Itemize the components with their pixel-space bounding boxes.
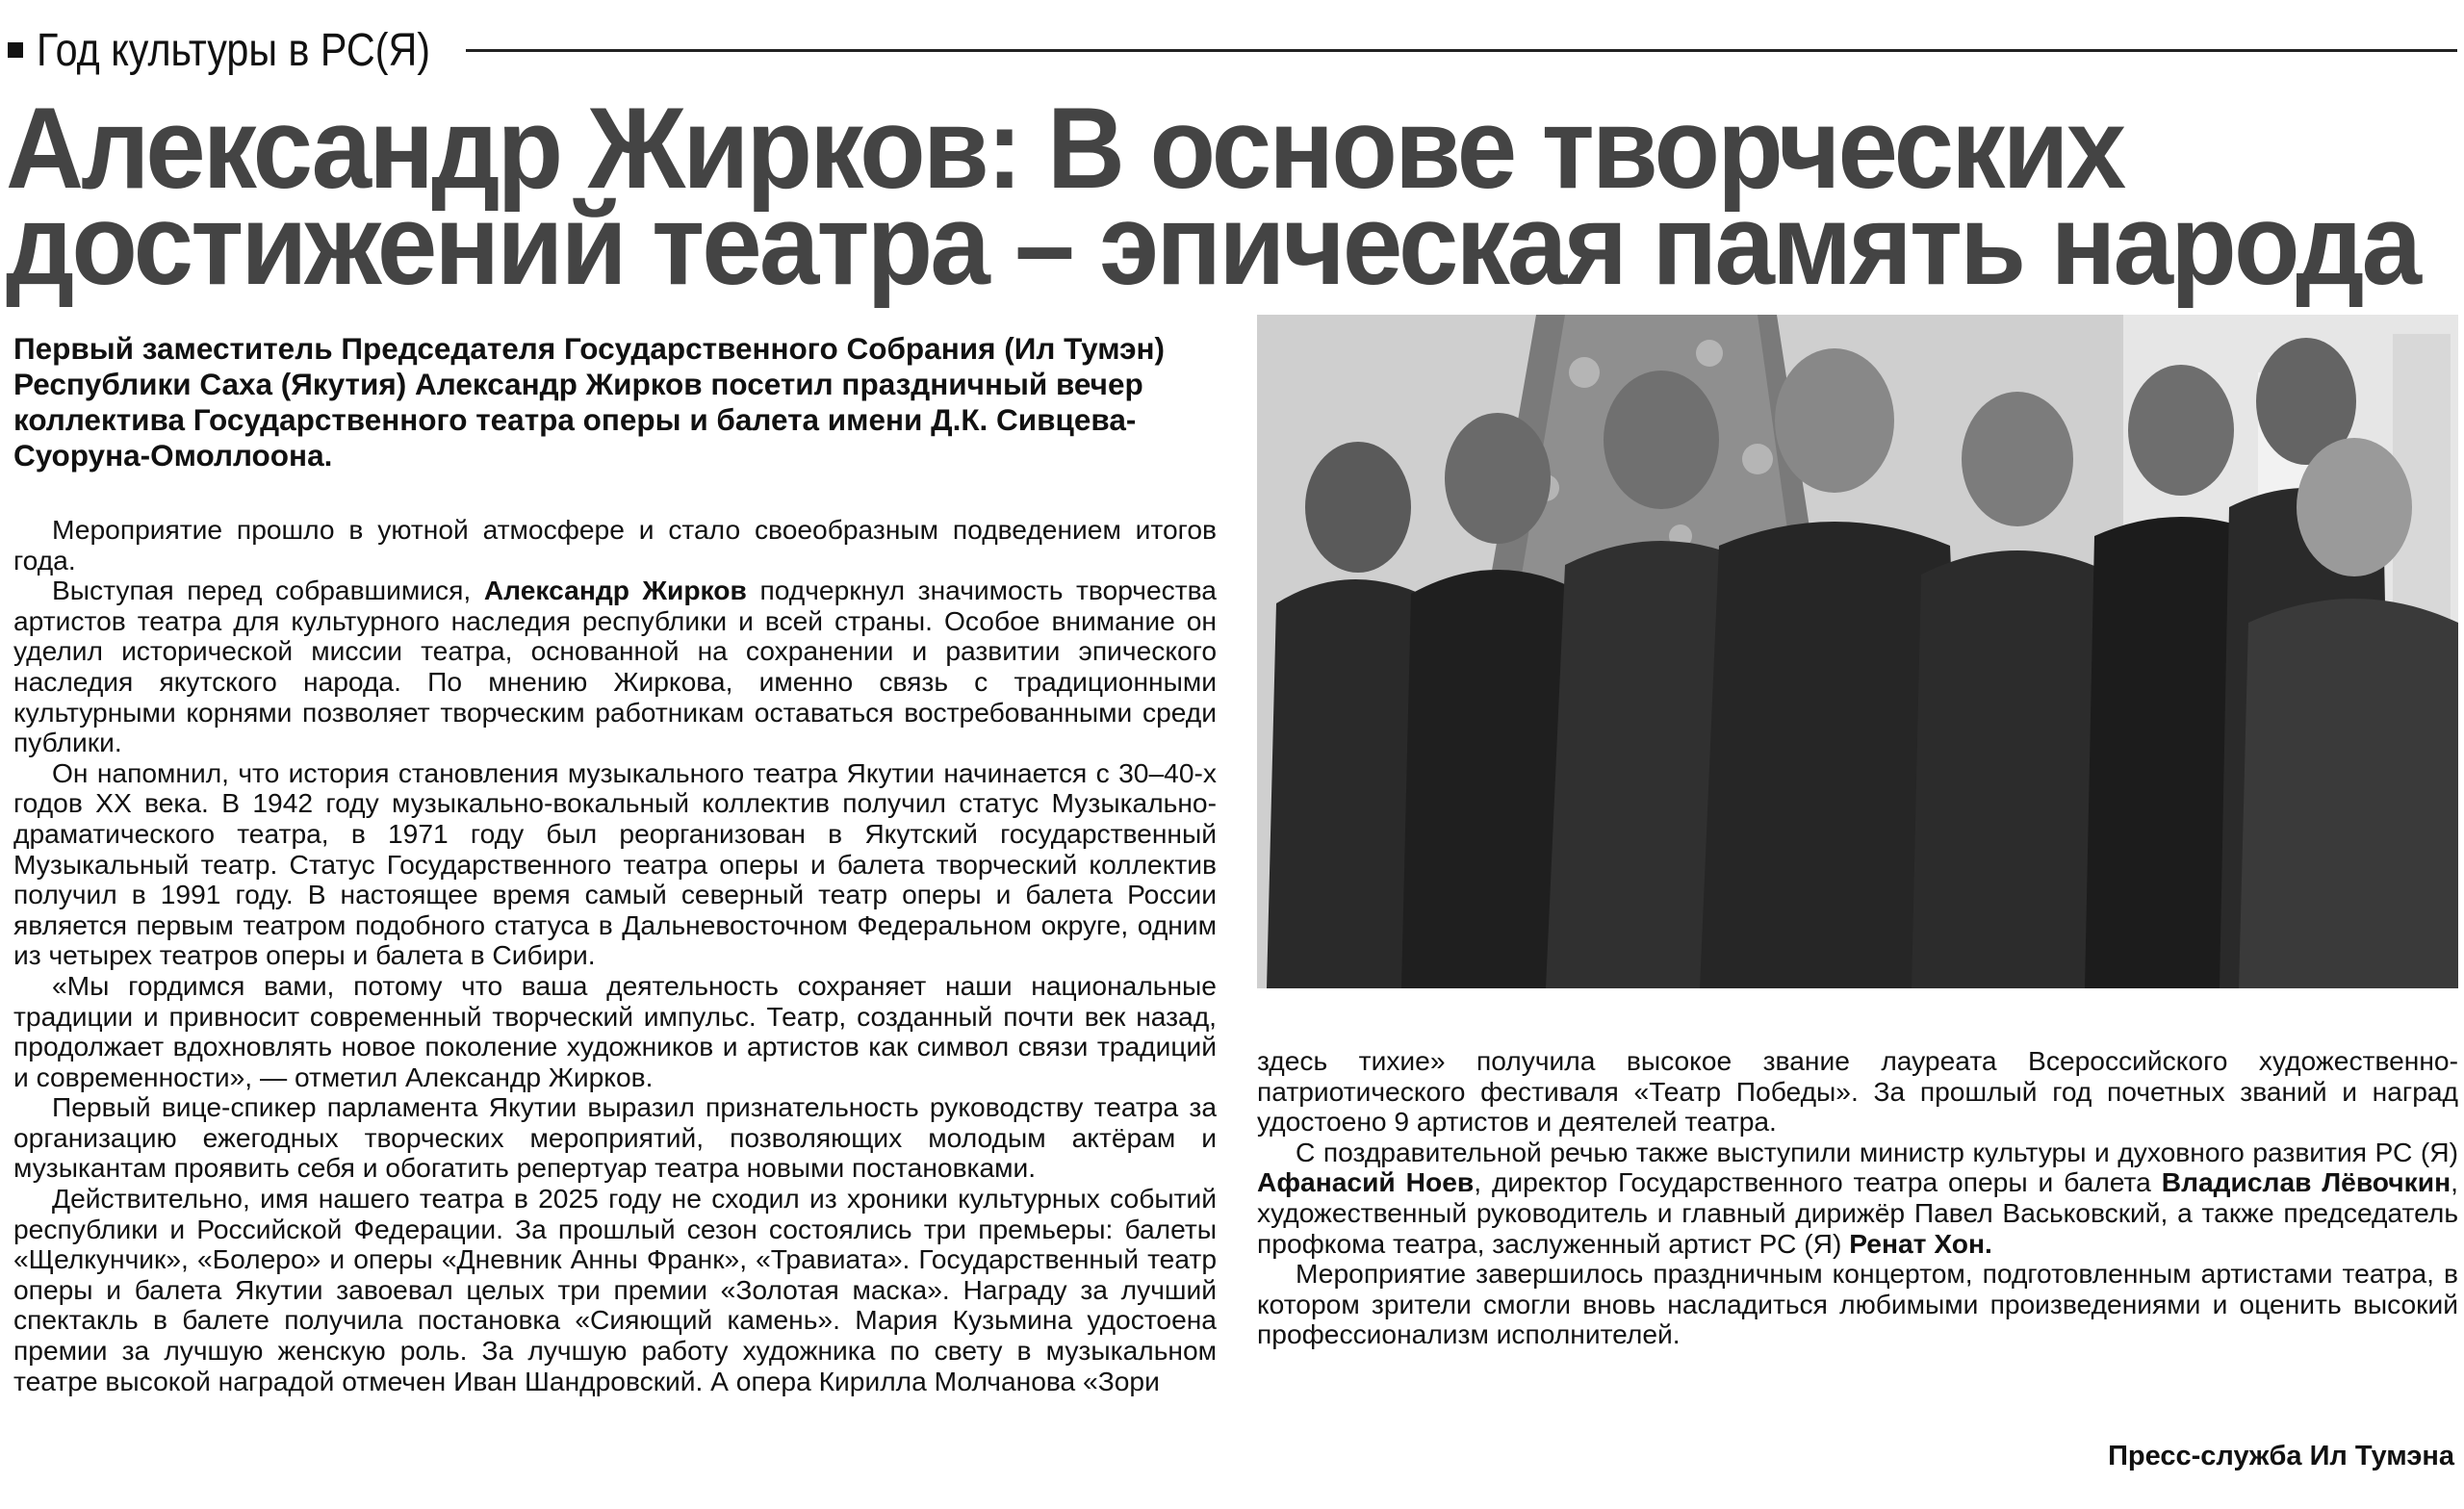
headline-line-2: достижений театра – эпическая память народа bbox=[6, 180, 2420, 309]
headline bbox=[6, 84, 2451, 309]
article-column-right bbox=[1257, 1046, 2458, 1412]
paragraph-8: Мероприятие завершилось праздничным концертом, подготовленным артистами театра, в котором зрители смогли вновь насладиться любимыми произведениями и оценить высокий профессионализм исполнителей. bbox=[1257, 1258, 2458, 1350]
name-khon: Ренат Хон. bbox=[1849, 1227, 1992, 1259]
paragraph-3: Он напомнил, что история становления музыкального театра Якутии начинается с 30–40-х годов XX века. В 1942 году музыкально-вокальный коллектив получил статус Музыкально-драматического театра, в 1971 году был реорганизован в Якутский государственный Музыкальный театр. Статус Государственного театра оперы и балета творческий коллектив получил в 1991 году. В настоящее время самый северный театр оперы и балета России является первым театром подобного статуса в Дальневосточном Федеральном округе, одним из четырех театров оперы и балета в Сибири. bbox=[13, 756, 1217, 971]
name-zhirkov: Александр Жирков bbox=[483, 575, 747, 606]
rubric-text: Год культуры в РС(Я) bbox=[37, 24, 431, 76]
paragraph-6-continued: здесь тихие» получила высокое звание лауреата Всероссийского художественно-патриотического фестиваля «Театр Победы». За прошлый год почетных званий и наград удостоено 9 артистов и деятелей театра. bbox=[1257, 1046, 2458, 1138]
paragraph-2: Выступая перед собравшимися, Александр Жирков подчеркнул значимость творчества артистов театра для культурного наследия республики и всей страны. Особое внимание он уделил исторической миссии театра, основанной на сохранении и развитии эпического наследия якутского народа. По мнению Жиркова, именно связь с традиционными культурными корнями позволяет творческим работникам оставаться востребованными среди публики. bbox=[13, 575, 1217, 758]
paragraph-1: Мероприятие прошло в уютной атмосфере и стало своеобразным подведением итогов года. bbox=[13, 515, 1217, 575]
press-credit: Пресс-служба Ил Тумэна bbox=[2108, 1441, 2454, 1471]
paragraph-5: Первый вице-спикер парламента Якутии выразил признательность руководству театра за организацию ежегодных творческих мероприятий, позволяющих молодым актёрам и музыкантам проявить себя и обогатить репертуар театра новыми постановками. bbox=[13, 1091, 1217, 1184]
paragraph-4: «Мы гордимся вами, потому что ваша деятельность сохраняет наши национальные традиции и привносит современный творческий импульс. Театр, созданный почти век назад, продолжает вдохновлять новое поколение художников и артистов как символ связи традиций и современности», — отметил Александр Жирков. bbox=[13, 969, 1217, 1092]
name-levochkin: Владислав Лёвочкин bbox=[2161, 1166, 2451, 1198]
section-rubric bbox=[8, 19, 2457, 81]
name-noev: Афанасий Ноев bbox=[1257, 1166, 1475, 1198]
article-column-left bbox=[13, 515, 1217, 1496]
headline-line-1: Александр Жирков: В основе творческих bbox=[6, 84, 2124, 213]
rubric-square-icon bbox=[8, 42, 23, 58]
rubric-rule bbox=[466, 49, 2457, 52]
paragraph-6: Действительно, имя нашего театра в 2025 году не сходил из хроники культурных событий республики и Российской Федерации. За прошлый сезон состоялись три премьеры: балеты «Щелкунчик», «Болеро» и оперы «Дневник Анны Франк», «Травиата». Государственный театр оперы и балета Якутии завоевал целых три премии «Золотая маска». Награду за лучший спектакль в балете получила постановка «Сияющий камень». Мария Кузьмина удостоена премии за лучшую женскую роль. За лучшую работу художника по свету в музыкальном театре высокой наградой отмечен Иван Шандровский. А опера Кирилла Молчанова «Зори bbox=[13, 1183, 1217, 1396]
event-photo bbox=[1257, 315, 2458, 988]
group-photo-illustration bbox=[1257, 315, 2458, 988]
lead-paragraph: Первый заместитель Председателя Государственного Собрания (Ил Тумэн) Республики Саха (Якутия) Александр Жирков посетил праздничный вечер коллектива Государственного театра оперы и балета имени Д.К. Сивцева-Суоруна-Омоллоона. bbox=[13, 331, 1166, 473]
paragraph-7: С поздравительной речью также выступили министр культуры и духовного развития РС (Я) Афанасий Ноев, директор Государственного театра оперы и балета Владислав Лёвочкин, художественный руководитель и главный дирижёр Павел Васьковский, а также председатель профкома театра, заслуженный артист РС (Я) Ренат Хон. bbox=[1257, 1136, 2458, 1259]
